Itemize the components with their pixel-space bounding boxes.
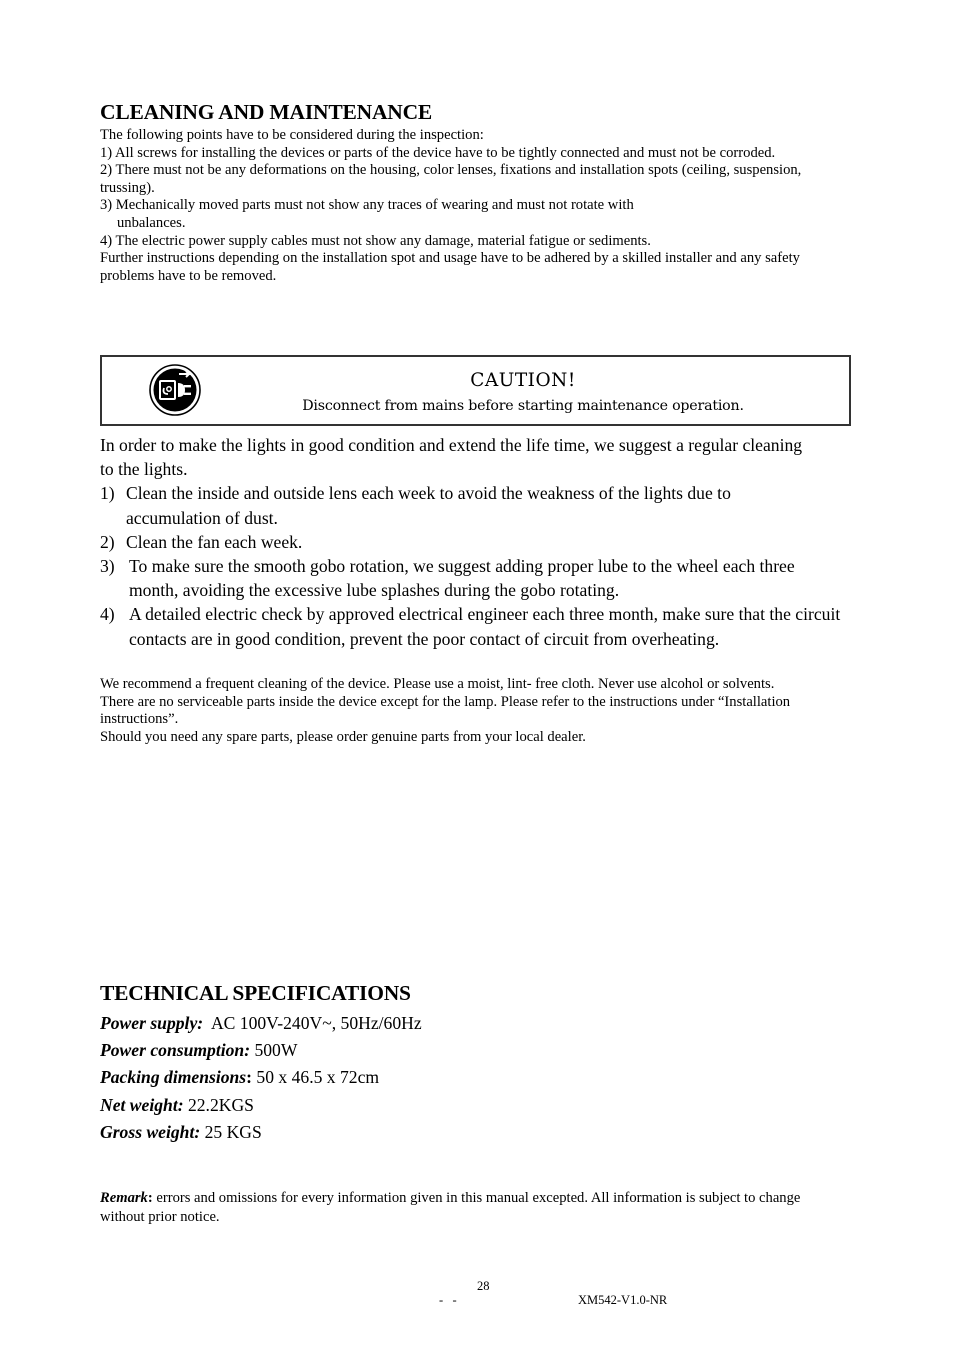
spec-value: 22.2KGS: [183, 1095, 254, 1115]
spec-value: AC 100V-240V~, 50Hz/60Hz: [203, 1013, 422, 1033]
caution-title: CAUTION!: [470, 370, 576, 391]
recommend-paragraph: There are no serviceable parts inside the device except for the lamp. Please refer to the instructions under “Installation instructions”.: [100, 693, 791, 728]
spec-value: 50 x 46.5 x 72cm: [252, 1067, 380, 1087]
spec-label: Net weight:: [100, 1095, 184, 1115]
remark-separator: :: [147, 1190, 153, 1206]
list-item-number: 1): [100, 483, 115, 504]
caution-box: [100, 355, 851, 426]
suggestion-intro: In order to make the lights in good condition and extend the life time, we suggest a regular cleaning to the lights.: [100, 435, 803, 480]
inspection-point-continuation: unbalances.: [117, 214, 186, 231]
spec-net-weight: [100, 1095, 254, 1116]
spec-value: 500W: [250, 1040, 298, 1060]
list-item: [100, 554, 860, 602]
list-item-number: 2): [100, 531, 115, 552]
recommendations: [100, 676, 845, 746]
list-item-text: To make sure the smooth gobo rotation, we suggest adding proper lube to the wheel each three month, avoiding the excessive lube splashes during the gobo rotating.: [129, 556, 795, 601]
remark-label: Remark: [100, 1190, 148, 1206]
caution-text: Disconnect from mains before starting maintenance operation.: [302, 398, 744, 414]
spec-power-consumption: [100, 1040, 297, 1061]
inspection-intro: The following points have to be considered during the inspection:: [100, 127, 484, 143]
recommend-paragraph: Should you need any spare parts, please order genuine parts from your local dealer.: [100, 728, 586, 745]
recommend-paragraph: We recommend a frequent cleaning of the device. Please use a moist, lint- free cloth. Never use alcohol or solvents.: [100, 676, 775, 692]
footer-dashes: - -: [439, 1293, 457, 1307]
spec-power-supply: [100, 1013, 422, 1034]
specs-title: TECHNICAL SPECIFICATIONS: [100, 981, 411, 1005]
inspection-point: 3) Mechanically moved parts must not show any traces of wearing and must not rotate with: [100, 197, 634, 214]
model-code: XM542-V1.0-NR: [578, 1293, 668, 1307]
remark: [100, 1189, 835, 1226]
inspection-point: 2) There must not be any deformations on the housing, color lenses, fixations and installation spots (ceiling, suspension, trussing).: [100, 162, 802, 196]
list-item-text: A detailed electric check by approved electrical engineer each three month, make sure that the circuit contacts are in good condition, prevent the poor contact of circuit from overheating.: [129, 604, 841, 649]
inspection-list: [100, 127, 845, 285]
list-item-text: Clean the fan each week.: [126, 531, 303, 552]
list-item-text: Clean the inside and outside lens each week to avoid the weakness of the lights due to accumulation of dust.: [126, 483, 731, 528]
spec-separator: :: [246, 1067, 253, 1087]
page-number: 28: [477, 1279, 490, 1293]
inspection-point: 4) The electric power supply cables must not show any damage, material fatigue or sediments.: [100, 232, 651, 249]
spec-packing-dimensions: [100, 1067, 379, 1088]
cleaning-suggestions: [100, 433, 860, 651]
spec-label: Packing dimensions: [100, 1067, 247, 1087]
list-item: [100, 602, 860, 650]
list-item-number: 3): [100, 556, 115, 577]
specs-list: [100, 1013, 800, 1153]
spec-value: 25 KGS: [200, 1122, 262, 1142]
spec-label: Power supply:: [100, 1013, 204, 1033]
inspection-point: 1) All screws for installing the devices or parts of the device have to be tightly connected and must not be corroded.: [100, 144, 776, 161]
cleaning-title: CLEANING AND MAINTENANCE: [100, 100, 433, 124]
spec-label: Power consumption:: [100, 1040, 251, 1060]
inspection-note: Further instructions depending on the installation spot and usage have to be adhered by a skilled installer and any safety problems have to be removed.: [100, 250, 800, 284]
spec-gross-weight: [100, 1122, 262, 1143]
list-item: [100, 481, 860, 529]
list-item: [100, 530, 860, 554]
remark-text: errors and omissions for every information given in this manual excepted. All information is subject to change without prior notice.: [100, 1190, 801, 1225]
spec-label: Gross weight:: [100, 1122, 201, 1142]
list-item-number: 4): [100, 604, 115, 625]
